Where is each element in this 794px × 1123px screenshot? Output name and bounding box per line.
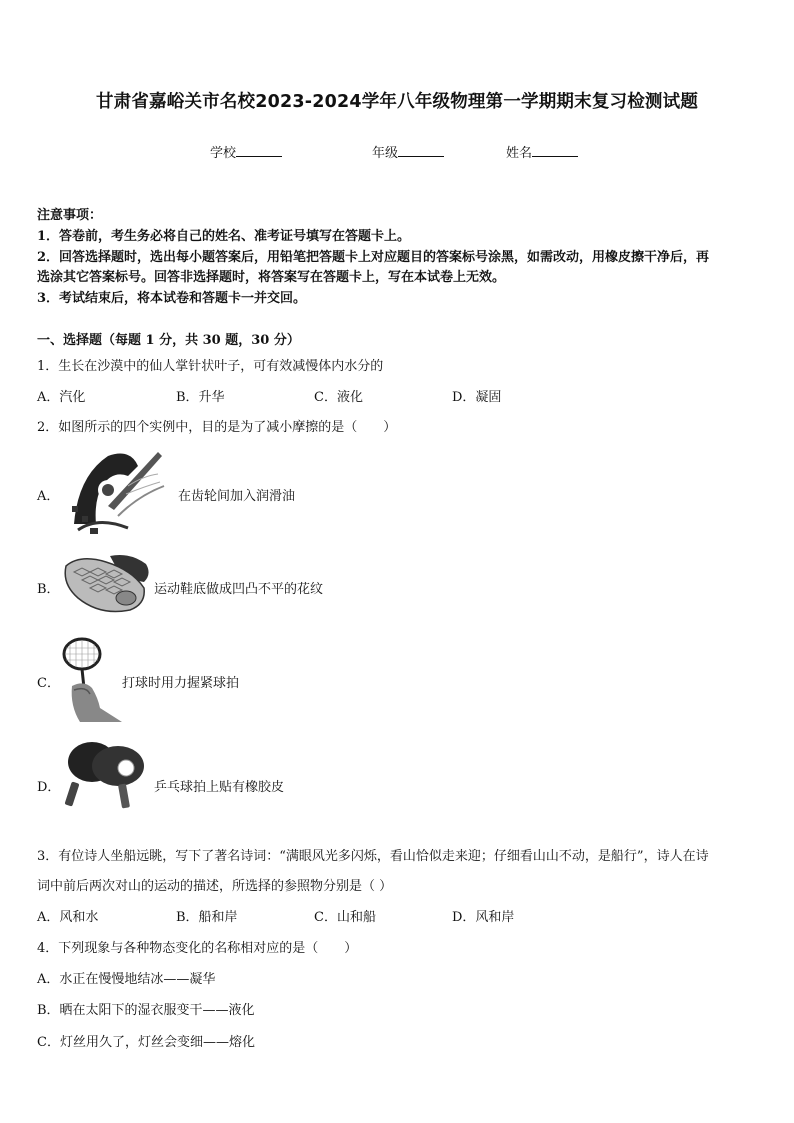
q2-option-c-text: 打球时用力握紧球拍 bbox=[122, 676, 240, 691]
school-field bbox=[210, 142, 282, 161]
section-heading: 一、选择题（每题 1 分，共 30 题，30 分） bbox=[37, 333, 300, 348]
q3-option-a: A．风和水 bbox=[37, 910, 99, 925]
q3-option-b: B．船和岸 bbox=[176, 910, 238, 925]
q1-option-b: B．升华 bbox=[176, 390, 225, 405]
question-3-stem-cont: 词中前后两次对山的运动的描述，所选择的参照物分别是（ ） bbox=[37, 879, 393, 894]
q4-option-a: A．水正在慢慢地结冰——凝华 bbox=[37, 972, 216, 987]
note-item: 2．回答选择题时，选出每小题答案后，用铅笔把答题卡上对应题目的答案标号涂黑，如需改动，用橡皮擦干净后，再 bbox=[37, 250, 710, 265]
question-4-stem: 4．下列现象与各种物态变化的名称相对应的是（ ） bbox=[37, 941, 358, 956]
note-item: 3．考试结束后，将本试卷和答题卡一并交回。 bbox=[37, 291, 307, 306]
notes-heading: 注意事项： bbox=[37, 208, 103, 223]
q2-option-a-text: 在齿轮间加入润滑油 bbox=[178, 489, 296, 504]
q2-option-b-text: 运动鞋底做成凹凸不平的花纹 bbox=[154, 582, 324, 597]
name-blank bbox=[532, 145, 578, 157]
school-label: 学校 bbox=[210, 146, 237, 161]
question-3-stem: 3．有位诗人坐船远眺，写下了著名诗词：“满眼风光多闪烁，看山恰似走来迎；仔细看山山不动，是船行”，诗人在诗 bbox=[37, 849, 709, 864]
q3-option-c: C．山和船 bbox=[314, 910, 376, 925]
q1-option-a: A．汽化 bbox=[37, 390, 86, 405]
school-blank bbox=[236, 145, 282, 157]
q2-option-c-letter: C． bbox=[37, 676, 60, 691]
q2-option-a-letter: A． bbox=[37, 489, 60, 504]
note-item: 选涂其它答案标号。回答非选择题时，将答案写在答题卡上，写在本试卷上无效。 bbox=[37, 270, 506, 285]
q1-option-d: D．凝固 bbox=[452, 390, 502, 405]
q2-option-d-letter: D． bbox=[37, 780, 61, 795]
gear-lubricant-image bbox=[68, 446, 166, 536]
ping-pong-paddle-image bbox=[62, 738, 152, 810]
tennis-racket-image bbox=[60, 636, 122, 722]
name-label: 姓名 bbox=[506, 146, 533, 161]
grade-blank bbox=[398, 145, 444, 157]
grade-label: 年级 bbox=[372, 146, 399, 161]
note-item: 1．答卷前，考生务必将自己的姓名、准考证号填写在答题卡上。 bbox=[37, 229, 411, 244]
sneaker-sole-image bbox=[60, 552, 152, 616]
question-1-stem: 1．生长在沙漠中的仙人掌针状叶子，可有效减慢体内水分的 bbox=[37, 359, 384, 374]
question-2-stem: 2．如图所示的四个实例中，目的是为了减小摩擦的是（ ） bbox=[37, 420, 397, 435]
q4-option-c: C．灯丝用久了，灯丝会变细——熔化 bbox=[37, 1035, 255, 1050]
q3-option-d: D．风和岸 bbox=[452, 910, 515, 925]
q2-option-d-text: 乒乓球拍上贴有橡胶皮 bbox=[154, 780, 285, 795]
q4-option-b: B．晒在太阳下的湿衣服变干——液化 bbox=[37, 1003, 255, 1018]
grade-field bbox=[372, 142, 444, 161]
q1-option-c: C．液化 bbox=[314, 390, 363, 405]
name-field bbox=[506, 142, 578, 161]
q2-option-b-letter: B． bbox=[37, 582, 60, 597]
page-title: 甘肃省嘉峪关市名校2023-2024学年八年级物理第一学期期末复习检测试题 bbox=[95, 92, 699, 112]
